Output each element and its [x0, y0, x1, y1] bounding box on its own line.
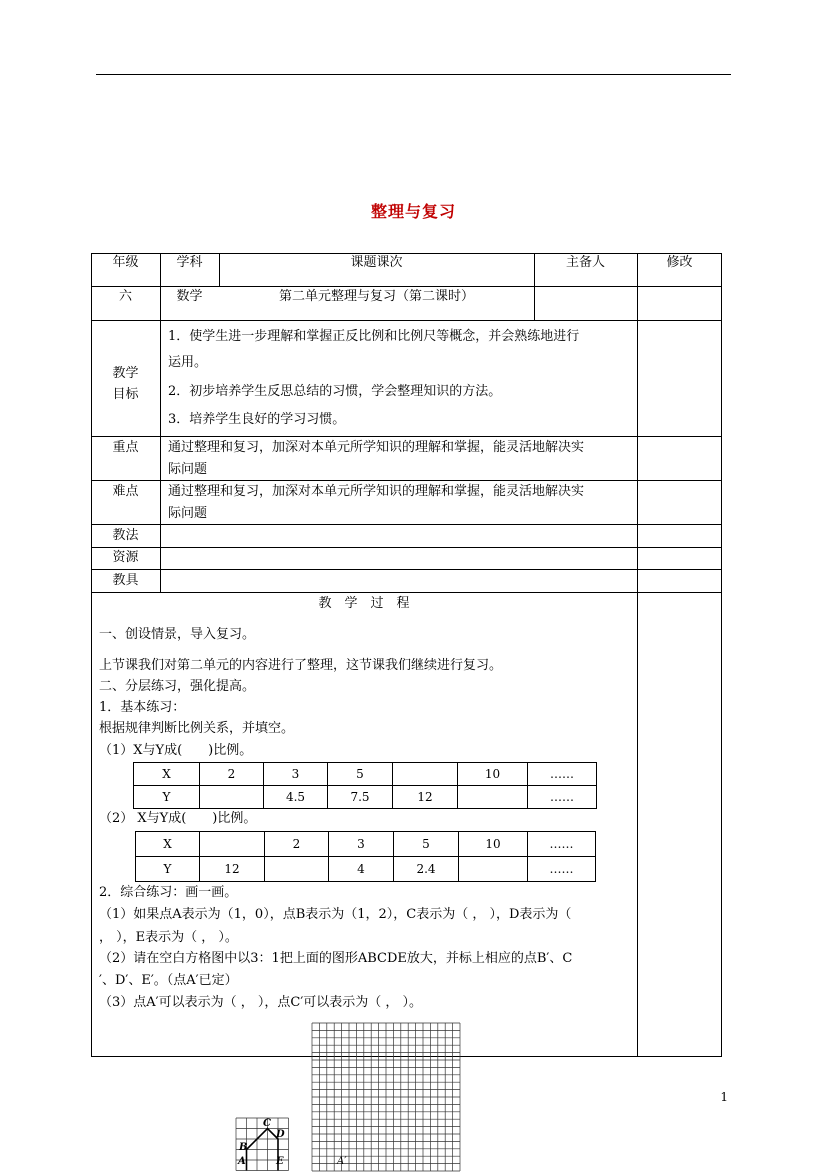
ratio-table-1: [133, 762, 597, 809]
key-point-label: 重点: [112, 440, 139, 455]
table-cell: Y: [136, 857, 200, 882]
point-e-label: E: [276, 1156, 284, 1167]
table-cell: X: [134, 763, 200, 786]
revise-header: 修改: [666, 255, 693, 270]
blank-grid: [312, 1023, 462, 1173]
table-cell: ……: [528, 832, 596, 857]
table-cell: [265, 857, 329, 882]
resource-label: 资源: [112, 550, 139, 565]
process-heading: 教 学 过 程: [318, 596, 410, 611]
question-2: （2） X与Y成( )比例。: [99, 811, 257, 826]
table-cell: 10: [458, 763, 528, 786]
table-cell: ……: [528, 857, 596, 882]
subject-value: 数学: [176, 289, 203, 304]
question-1: （1）X与Y成( )比例。: [99, 743, 253, 758]
table-cell: 5: [394, 832, 459, 857]
point-a-label: A: [238, 1156, 246, 1167]
table-cell: 2: [265, 832, 329, 857]
point-d-label: D: [276, 1129, 285, 1140]
basic-exercise-instruction: 根据规律判断比例关系，并填空。: [99, 721, 295, 736]
table-cell: [459, 857, 528, 882]
goal-line-2: 2．初步培养学生反思总结的习惯，学会整理知识的方法。: [168, 384, 502, 399]
table-cell: 4: [329, 857, 394, 882]
tools-label: 教具: [112, 573, 139, 588]
goal-line-1b: 运用。: [168, 355, 208, 370]
header-rule: [96, 74, 731, 75]
difficult-point-line-2: 际问题: [168, 506, 208, 521]
difficult-point-line-1: 通过整理和复习，加深对本单元所学知识的理解和掌握，能灵活地解决实: [168, 484, 585, 499]
difficult-point-label: 难点: [112, 484, 139, 499]
table-cell: 7.5: [328, 786, 393, 809]
process-intro: 上节课我们对第二单元的内容进行了整理，这节课我们继续进行复习。: [99, 658, 503, 673]
point-a-prime-label: A′: [337, 1156, 347, 1167]
table-cell: Y: [134, 786, 200, 809]
point-b-label: B: [239, 1142, 248, 1153]
table-cell: 2.4: [394, 857, 459, 882]
basic-exercise-title: 1．基本练习：: [99, 700, 186, 715]
topic-header: 课题课次: [350, 255, 403, 270]
table-row: [136, 857, 596, 882]
table-cell: [200, 832, 265, 857]
page-number: 1: [720, 1090, 728, 1104]
table-cell: 4.5: [264, 786, 328, 809]
grade-header: 年级: [112, 255, 139, 270]
table-cell: 10: [459, 832, 528, 857]
process-section-1: 一、创设情景，导入复习。: [99, 627, 256, 642]
draw-question-2b: ′、D′、E′。（点A′已定）: [99, 973, 238, 988]
topic-value: 第二单元整理与复习（第二课时）: [278, 289, 474, 304]
subject-header: 学科: [176, 255, 203, 270]
goals-label-1: 教学: [112, 366, 139, 381]
page-title: 整理与复习: [370, 202, 456, 221]
draw-question-1a: （1）如果点A表示为（1，0），点B表示为（1，2），C表示为（ ， ），D表示为（: [99, 907, 572, 922]
comprehensive-exercise-title: 2．综合练习：画一画。: [99, 885, 238, 900]
key-point-line-2: 际问题: [168, 462, 208, 477]
table-cell: 2: [200, 763, 264, 786]
table-row: [134, 763, 597, 786]
table-cell: [200, 786, 264, 809]
goal-line-3: 3．培养学生良好的学习习惯。: [168, 412, 346, 427]
draw-question-1b: ， ），E表示为（ ， ）。: [99, 930, 238, 945]
grade-value: 六: [118, 289, 132, 304]
table-cell: ……: [528, 786, 597, 809]
table-cell: 5: [328, 763, 393, 786]
table-cell: 3: [329, 832, 394, 857]
ratio-table-2: [135, 831, 596, 882]
goal-line-1: 1．使学生进一步理解和掌握正反比例和比例尺等概念，并会熟练地进行: [168, 329, 580, 344]
key-point-line-1: 通过整理和复习，加深对本单元所学知识的理解和掌握，能灵活地解决实: [168, 440, 585, 455]
table-cell: [458, 786, 528, 809]
table-row: [134, 786, 597, 809]
draw-question-3: （3）点A′可以表示为（ ， ），点C′可以表示为（ ， ）。: [99, 995, 423, 1010]
table-cell: 12: [393, 786, 458, 809]
process-section-2: 二、分层练习，强化提高。: [99, 679, 256, 694]
table-cell: 12: [200, 857, 265, 882]
table-cell: 3: [264, 763, 328, 786]
method-label: 教法: [112, 528, 139, 543]
author-header: 主备人: [565, 255, 605, 270]
table-cell: X: [136, 832, 200, 857]
table-cell: ……: [528, 763, 597, 786]
table-row: [136, 832, 596, 857]
point-c-label: C: [263, 1118, 271, 1129]
draw-question-2a: （2）请在空白方格图中以3：1把上面的图形ABCDE放大，并标上相应的点B′、C: [99, 951, 573, 966]
table-cell: [393, 763, 458, 786]
goals-label-2: 目标: [112, 387, 139, 402]
